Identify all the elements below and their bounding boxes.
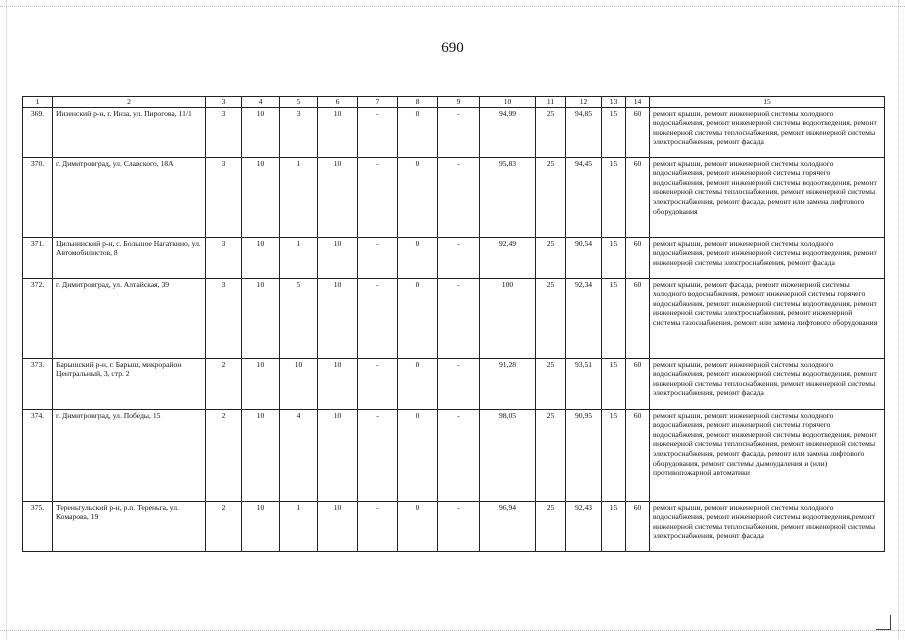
cell-col-9: - [438, 237, 480, 278]
column-header-6: 6 [318, 97, 358, 108]
cell-col-5: 1 [280, 237, 318, 278]
cell-col-6: 10 [318, 107, 358, 157]
table-header [23, 97, 885, 108]
column-header-7: 7 [358, 97, 398, 108]
table-body [23, 107, 885, 551]
cell-col-6: 10 [318, 237, 358, 278]
cell-col-11: 25 [536, 157, 566, 237]
cell-col-4: 10 [242, 501, 280, 551]
cell-address: г. Димитровград, ул. Победы, 15 [53, 409, 206, 501]
cell-col-10: 96,94 [480, 501, 536, 551]
cell-col-3: 3 [206, 278, 242, 358]
table-row [23, 358, 885, 409]
page-number: 690 [441, 40, 464, 56]
cell-col-9: - [438, 409, 480, 501]
cell-col-6: 10 [318, 157, 358, 237]
cell-col-12: 92,43 [566, 501, 602, 551]
column-header-8: 8 [398, 97, 438, 108]
cell-col-12: 94,45 [566, 157, 602, 237]
cell-col-5: 1 [280, 501, 318, 551]
cell-col-10: 100 [480, 278, 536, 358]
cell-col-11: 25 [536, 278, 566, 358]
cell-row-number: 373. [23, 358, 53, 409]
cell-address: Инзенский р-н, г. Инза, ул. Пирогова, 11/1 [53, 107, 206, 157]
cell-col-11: 25 [536, 358, 566, 409]
cell-col-8: 0 [398, 278, 438, 358]
cell-col-9: - [438, 157, 480, 237]
document-table-container [22, 96, 884, 552]
cell-col-12: 90,95 [566, 409, 602, 501]
column-header-3: 3 [206, 97, 242, 108]
cell-row-number: 372. [23, 278, 53, 358]
column-header-14: 14 [626, 97, 650, 108]
cell-row-number: 370. [23, 157, 53, 237]
cell-col-3: 2 [206, 501, 242, 551]
cell-address: г. Димитровград, ул. Алтайская, 39 [53, 278, 206, 358]
cell-col-9: - [438, 107, 480, 157]
cell-col-4: 10 [242, 107, 280, 157]
cell-col-7: - [358, 278, 398, 358]
cell-col-4: 10 [242, 358, 280, 409]
cell-col-14: 60 [626, 501, 650, 551]
cell-col-13: 15 [602, 237, 626, 278]
cell-col-4: 10 [242, 409, 280, 501]
cell-col-14: 60 [626, 358, 650, 409]
cell-row-number: 369. [23, 107, 53, 157]
cell-col-11: 25 [536, 107, 566, 157]
cell-col-4: 10 [242, 157, 280, 237]
cell-col-6: 10 [318, 501, 358, 551]
cell-col-5: 4 [280, 409, 318, 501]
cell-col-12: 93,51 [566, 358, 602, 409]
table-row [23, 237, 885, 278]
cell-work-types: ремонт крыши, ремонт инженерной системы холодного водоснабжения, ремонт инженерной системы водоотведения,ремонт инженерной системы теплоснабжения, ремонт инженерной системы электроснабжения, ремонт фасада [650, 501, 885, 551]
cell-address: г. Димитровград, ул. Славского, 18А [53, 157, 206, 237]
cell-work-types: ремонт крыши, ремонт инженерной системы холодного водоснабжения, ремонт инженерной системы водоотведения, ремонт инженерной системы теплоснабжения, ремонт инженерной системы электроснабжения, ремонт фасада [650, 107, 885, 157]
cell-col-4: 10 [242, 278, 280, 358]
cell-col-3: 2 [206, 409, 242, 501]
cell-col-10: 94,99 [480, 107, 536, 157]
cell-col-8: 0 [398, 157, 438, 237]
cell-col-14: 60 [626, 157, 650, 237]
table-row [23, 107, 885, 157]
cell-col-11: 25 [536, 237, 566, 278]
cell-col-8: 0 [398, 107, 438, 157]
cell-work-types: ремонт крыши, ремонт инженерной системы холодного водоснабжения, ремонт инженерной системы горячего водоснабжения, ремонт инженерной системы водоотведения, ремонт инженерной системы теплоснабжения, ремонт инженерной системы электроснабжения, ремонт фасада, ремонт или замена лифтового оборудования, ремонт системы дымоудаления и (или) противопожарной автоматики [650, 409, 885, 501]
cell-row-number: 375. [23, 501, 53, 551]
cell-col-10: 95,83 [480, 157, 536, 237]
scan-edge-left [6, 0, 8, 640]
column-header-10: 10 [480, 97, 536, 108]
cell-col-13: 15 [602, 157, 626, 237]
cell-col-3: 3 [206, 107, 242, 157]
column-header-5: 5 [280, 97, 318, 108]
cell-col-10: 91,28 [480, 358, 536, 409]
cell-col-6: 10 [318, 358, 358, 409]
cell-col-7: - [358, 501, 398, 551]
scan-corner-mark [876, 615, 891, 630]
cell-col-7: - [358, 157, 398, 237]
cell-col-11: 25 [536, 409, 566, 501]
cell-col-8: 0 [398, 237, 438, 278]
column-header-15: 15 [650, 97, 885, 108]
scan-edge-right [898, 0, 900, 640]
cell-address: Тереньгульский р-н, р.п. Тереньга, ул. Комарова, 19 [53, 501, 206, 551]
cell-col-5: 5 [280, 278, 318, 358]
cell-col-7: - [358, 409, 398, 501]
cell-col-13: 15 [602, 107, 626, 157]
cell-col-13: 15 [602, 501, 626, 551]
cell-col-10: 92,49 [480, 237, 536, 278]
cell-col-12: 94,85 [566, 107, 602, 157]
cell-col-9: - [438, 358, 480, 409]
cell-col-3: 3 [206, 157, 242, 237]
cell-col-14: 60 [626, 237, 650, 278]
column-header-2: 2 [53, 97, 206, 108]
cell-col-13: 15 [602, 358, 626, 409]
column-header-1: 1 [23, 97, 53, 108]
cell-col-7: - [358, 107, 398, 157]
header-row [23, 97, 885, 108]
cell-col-4: 10 [242, 237, 280, 278]
cell-col-5: 1 [280, 157, 318, 237]
column-header-12: 12 [566, 97, 602, 108]
cell-col-8: 0 [398, 409, 438, 501]
cell-work-types: ремонт крыши, ремонт инженерной системы холодного водоснабжения, ремонт инженерной системы водоотведения, ремонт инженерной системы теплоснабжения, ремонт инженерной системы электроснабжения, ремонт фасада [650, 358, 885, 409]
repair-program-table [22, 96, 885, 552]
cell-col-7: - [358, 358, 398, 409]
cell-col-13: 15 [602, 409, 626, 501]
cell-address: Цильнинский р-н, с. Большое Нагаткино, ул. Автомобилистов, 8 [53, 237, 206, 278]
cell-work-types: ремонт крыши, ремонт инженерной системы холодного водоснабжения, ремонт инженерной системы водоотведения, ремонт инженерной системы электроснабжения, ремонт фасада [650, 237, 885, 278]
cell-col-9: - [438, 501, 480, 551]
cell-col-10: 98,05 [480, 409, 536, 501]
cell-col-3: 3 [206, 237, 242, 278]
column-header-4: 4 [242, 97, 280, 108]
cell-col-13: 15 [602, 278, 626, 358]
scan-edge-top [0, 6, 905, 8]
cell-col-14: 60 [626, 107, 650, 157]
cell-col-14: 60 [626, 278, 650, 358]
cell-col-11: 25 [536, 501, 566, 551]
table-row [23, 409, 885, 501]
cell-work-types: ремонт крыши, ремонт инженерной системы холодного водоснабжения, ремонт инженерной системы горячего водоснабжения, ремонт инженерной системы водоотведения, ремонт инженерной системы теплоснабжения, ремонт инженерной системы электроснабжения, ремонт фасада, ремонт или замена лифтового оборудования [650, 157, 885, 237]
cell-col-12: 92,34 [566, 278, 602, 358]
cell-col-6: 10 [318, 278, 358, 358]
column-header-13: 13 [602, 97, 626, 108]
cell-work-types: ремонт крыши, ремонт фасада, ремонт инженерной системы холодного водоснабжения, ремонт инженерной системы горячего водоснабжения, ремонт инженерной системы водоотведения, ремонт инженерной системы электроснабжения, ремонт инженерной системы газоснабжения, ремонт или замена лифтового оборудования [650, 278, 885, 358]
cell-col-7: - [358, 237, 398, 278]
cell-address: Барышский р-н, г. Барыш, микрорайон Центральный, 3, стр. 2 [53, 358, 206, 409]
cell-col-3: 2 [206, 358, 242, 409]
cell-col-5: 3 [280, 107, 318, 157]
cell-col-8: 0 [398, 358, 438, 409]
column-header-9: 9 [438, 97, 480, 108]
cell-row-number: 374. [23, 409, 53, 501]
cell-col-6: 10 [318, 409, 358, 501]
cell-col-5: 10 [280, 358, 318, 409]
table-row [23, 157, 885, 237]
cell-col-14: 60 [626, 409, 650, 501]
cell-row-number: 371. [23, 237, 53, 278]
table-row [23, 278, 885, 358]
cell-col-12: 90,54 [566, 237, 602, 278]
cell-col-8: 0 [398, 501, 438, 551]
cell-col-9: - [438, 278, 480, 358]
table-row [23, 501, 885, 551]
scan-edge-bottom [0, 630, 905, 632]
column-header-11: 11 [536, 97, 566, 108]
